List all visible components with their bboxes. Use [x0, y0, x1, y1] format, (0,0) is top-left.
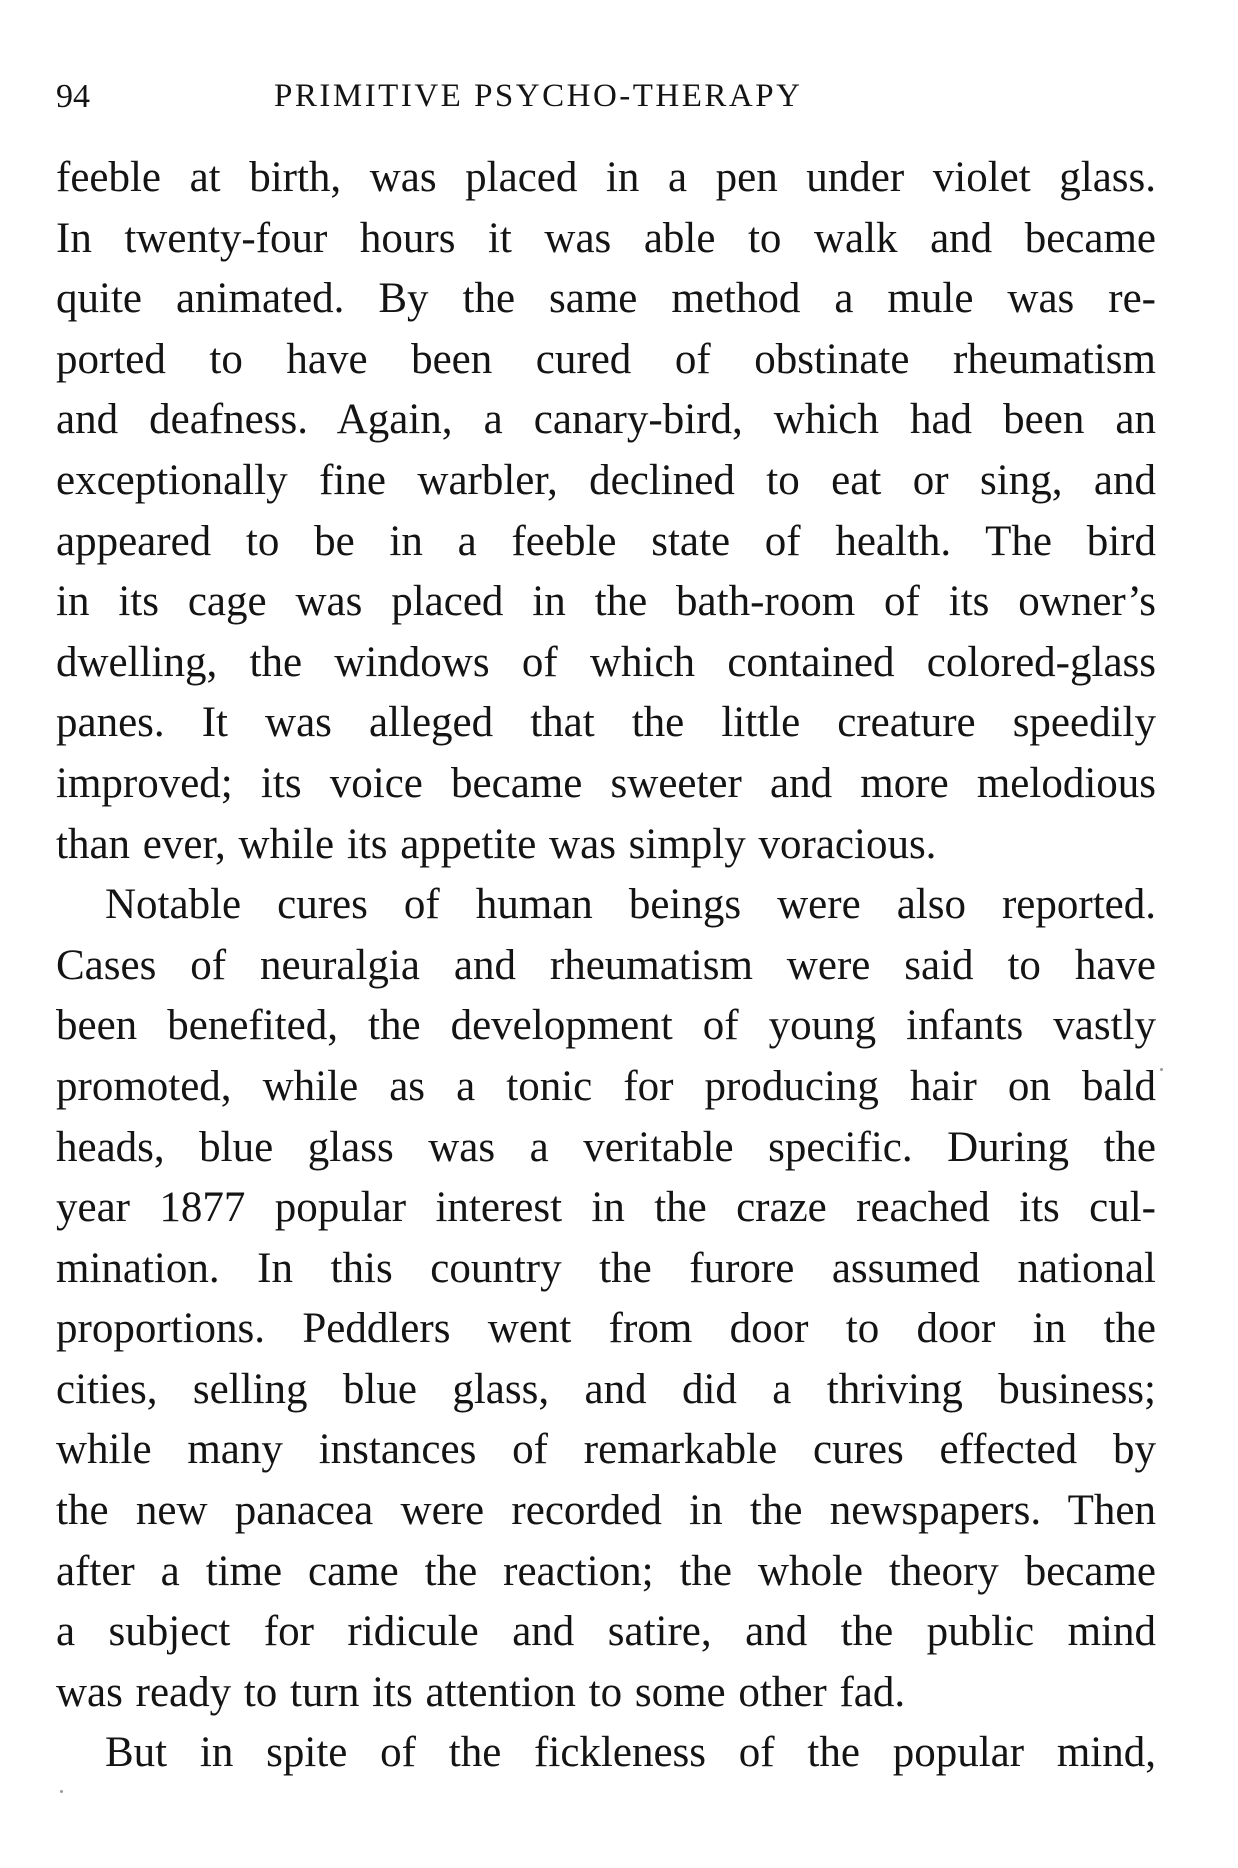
text-line: in its cage was placed in the bath-room of its owner’s: [56, 578, 1156, 626]
text-line: improved; its voice became sweeter and more melodious: [56, 759, 1156, 807]
text-line: appeared to be in a feeble state of health. The bird: [56, 517, 1156, 565]
text-line: panes. It was alleged that the little creature speedily: [56, 699, 1156, 747]
text-line: after a time came the reaction; the whole theory became: [56, 1547, 1156, 1595]
text-line: the new panacea were recorded in the newspapers. Then: [56, 1487, 1156, 1535]
text-line: feeble at birth, was placed in a pen under violet glass.: [56, 154, 1156, 201]
text-line: and deafness. Again, a canary-bird, which had been an: [56, 396, 1156, 444]
body-text: [56, 148, 1156, 1784]
text-line: In twenty-four hours it was able to walk and became: [56, 214, 1156, 262]
running-header: [56, 78, 1156, 126]
page-number: 94: [56, 78, 90, 115]
text-line: promoted, while as a tonic for producing hair on bald: [56, 1062, 1156, 1110]
margin-speck: [1160, 1068, 1163, 1071]
text-line: heads, blue glass was a veritable specific. During the: [56, 1123, 1156, 1171]
text-line: year 1877 popular interest in the craze reached its cul-: [56, 1184, 1156, 1232]
text-line: a subject for ridicule and satire, and the public mind: [56, 1608, 1156, 1656]
paragraph-end-line: was ready to turn its attention to some other fad.: [56, 1668, 906, 1716]
paragraph-end-line: than ever, while its appetite was simply voracious.: [56, 820, 937, 868]
text-line: proportions. Peddlers went from door to door in the: [56, 1305, 1156, 1353]
text-line: Cases of neuralgia and rheumatism were said to have: [56, 941, 1156, 989]
paragraph-start-line: But in spite of the fickleness of the popular mind,: [105, 1729, 1156, 1777]
margin-speck: [60, 1790, 63, 1793]
paragraph-start-line: Notable cures of human beings were also reported.: [105, 881, 1156, 929]
running-title: PRIMITIVE PSYCHO-THERAPY: [274, 78, 803, 114]
text-line: ported to have been cured of obstinate rheumatism: [56, 335, 1156, 383]
text-line: mination. In this country the furore assumed national: [56, 1244, 1156, 1292]
text-line: dwelling, the windows of which contained colored-glass: [56, 638, 1156, 686]
text-line: exceptionally fine warbler, declined to eat or sing, and: [56, 456, 1156, 504]
text-line: quite animated. By the same method a mule was re-: [56, 275, 1156, 323]
text-line: been benefited, the development of young infants vastly: [56, 1002, 1156, 1050]
text-line: cities, selling blue glass, and did a thriving business;: [56, 1365, 1156, 1413]
text-line: while many instances of remarkable cures effected by: [56, 1426, 1156, 1474]
